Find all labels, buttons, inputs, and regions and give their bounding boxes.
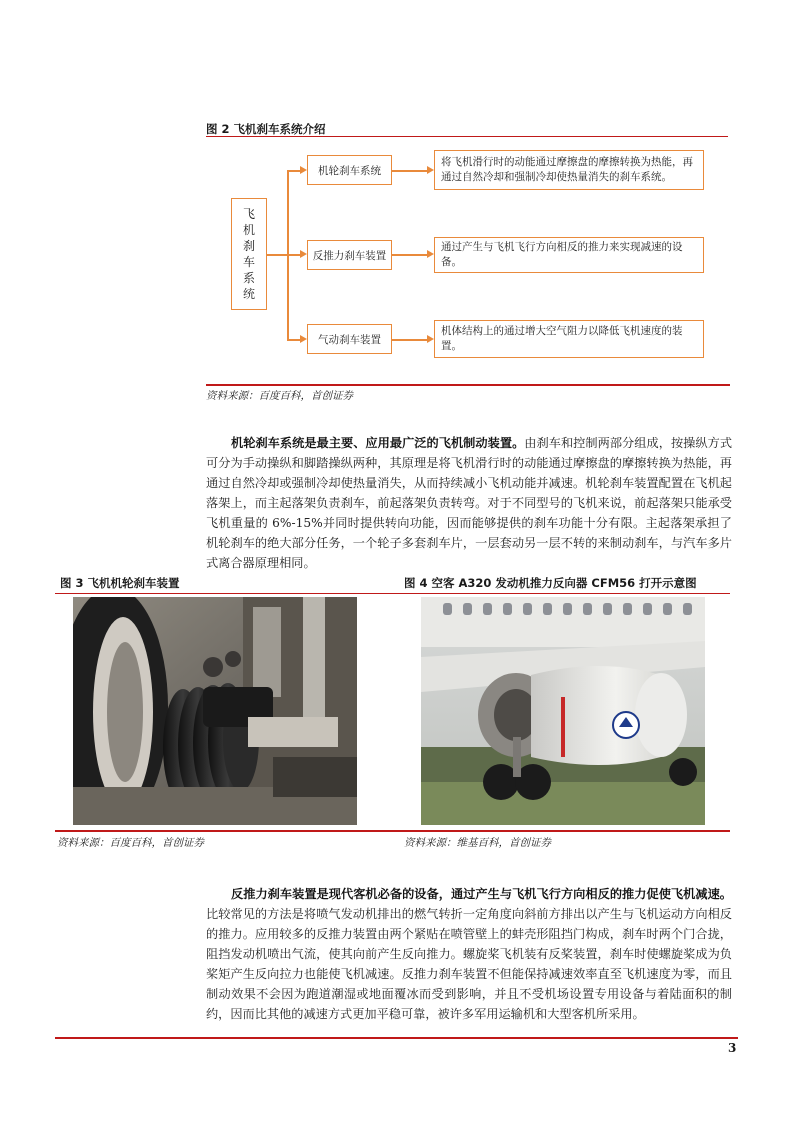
paragraph-thrust-reverser bbox=[206, 884, 732, 1024]
description-aero-brake bbox=[434, 320, 704, 358]
paragraph-wheel-brake bbox=[206, 433, 732, 573]
thrust-reverser-photo bbox=[421, 597, 705, 825]
description-line: 机体结构上的通过增大空气阻力以降低飞机速度的装置。 bbox=[441, 325, 683, 352]
description-line: 将飞机滑行时的动能通过摩擦盘的摩擦转换为热能，再 bbox=[441, 156, 693, 168]
connector-desc bbox=[392, 254, 428, 256]
paragraph-lead: 反推力刹车装置是现代客机必备的设备，通过产生与飞机飞行方向相反的推力促使飞机减速。 bbox=[231, 887, 732, 901]
category-thrust-reverser bbox=[307, 240, 392, 270]
figure3-title: 图 3 飞机机轮刹车装置 bbox=[60, 576, 180, 590]
arrow-icon bbox=[427, 335, 434, 343]
figure2-top-rule bbox=[206, 136, 728, 137]
figure2-title: 图 2 飞机刹车系统介绍 bbox=[206, 122, 326, 136]
figures-bottom-rule bbox=[55, 830, 730, 832]
figure2-source: 资料来源：百度百科，首创证券 bbox=[206, 390, 353, 402]
arrow-icon bbox=[427, 250, 434, 258]
paragraph-lead: 机轮刹车系统是最主要、应用最广泛的飞机制动装置。 bbox=[231, 436, 525, 450]
figures-top-rule bbox=[55, 593, 730, 594]
description-line: 通过产生与飞机飞行方向相反的推力来实现减速的设备。 bbox=[441, 241, 683, 268]
root-char: 飞 bbox=[242, 207, 255, 221]
root-char: 机 bbox=[242, 223, 255, 237]
description-line: 通过自然冷却和强制冷却使热量消失的刹车系统。 bbox=[441, 171, 672, 183]
category-label: 反推力刹车装置 bbox=[312, 249, 387, 262]
paragraph-body: 比较常见的方法是将喷气发动机排出的燃气转折一定角度向斜前方排出以产生与飞机运动方向相反的推力。应用较多的反推力装置由两个紧贴在喷管壁上的蚌壳形阻挡门构成，刹车时两个门合拢，阻挡发动机喷出气流，使其向前产生反向推力。螺旋桨飞机装有反桨装置，刹车时使螺旋桨成为负桨矩产生反向拉力也能使飞机减速。反推力刹车装置不但能保持减速效率直至飞机速度为零，而且制动效果不会因为跑道潮湿或地面覆冰而受到影响，并且不受机场设置专用设备与着陆面积的制约，因而比其他的减速方式更加平稳可靠，被许多军用运输机和大型客机所采用。 bbox=[206, 907, 732, 1021]
connector-root bbox=[267, 254, 288, 256]
root-char: 系 bbox=[242, 271, 255, 285]
wheel-brake-illustration bbox=[73, 597, 357, 825]
connector-branch bbox=[287, 339, 301, 341]
connector-desc bbox=[392, 339, 428, 341]
figure4-title: 图 4 空客 A320 发动机推力反向器 CFM56 打开示意图 bbox=[404, 576, 697, 590]
category-label: 气动刹车装置 bbox=[318, 333, 381, 346]
figure3-source: 资料来源：百度百科，首创证券 bbox=[57, 837, 204, 849]
a320-engine-illustration bbox=[421, 597, 705, 825]
connector-branch bbox=[287, 170, 301, 172]
paragraph-body: 由刹车和控制两部分组成，按操纵方式可分为手动操纵和脚踏操纵两种，其原理是将飞机滑行时的动能通过摩擦盘的摩擦转换为热能，再通过自然冷却或强制冷却使热量消失，从而持续减小飞机动能并减速。机轮刹车装置配置在飞机起落架上，而主起落架负责刹车，前起落架负责转弯。对于不同型号的飞机来说，前起落架只能承受飞机重量的 6%-15%并同时提供转向功能，因而能够提供的刹车功能十分有限。主起落架承担了机轮刹车的绝大部分任务，一个轮子多套刹车片，一层套动另一层不转的来制动刹车，与汽车多片式离合器原理相同。 bbox=[206, 436, 733, 570]
category-wheel-brake bbox=[307, 155, 392, 185]
footer-rule bbox=[55, 1037, 738, 1039]
arrow-icon bbox=[427, 166, 434, 174]
figure2-bottom-rule bbox=[206, 384, 730, 386]
arrow-icon bbox=[300, 166, 307, 174]
root-char: 车 bbox=[242, 255, 255, 269]
connector-desc bbox=[392, 170, 428, 172]
arrow-icon bbox=[300, 250, 307, 258]
description-wheel-brake bbox=[434, 150, 704, 190]
category-label: 机轮刹车系统 bbox=[318, 164, 381, 177]
arrow-icon bbox=[300, 335, 307, 343]
page-number: 3 bbox=[728, 1041, 737, 1055]
root-char: 统 bbox=[242, 287, 255, 301]
brake-system-root-box bbox=[231, 198, 267, 310]
category-aero-brake bbox=[307, 324, 392, 354]
root-char: 刹 bbox=[242, 239, 255, 253]
description-thrust-reverser bbox=[434, 237, 704, 273]
figure4-source: 资料来源：维基百科，首创证券 bbox=[404, 837, 551, 849]
connector-branch bbox=[287, 254, 301, 256]
wheel-brake-photo bbox=[73, 597, 357, 825]
